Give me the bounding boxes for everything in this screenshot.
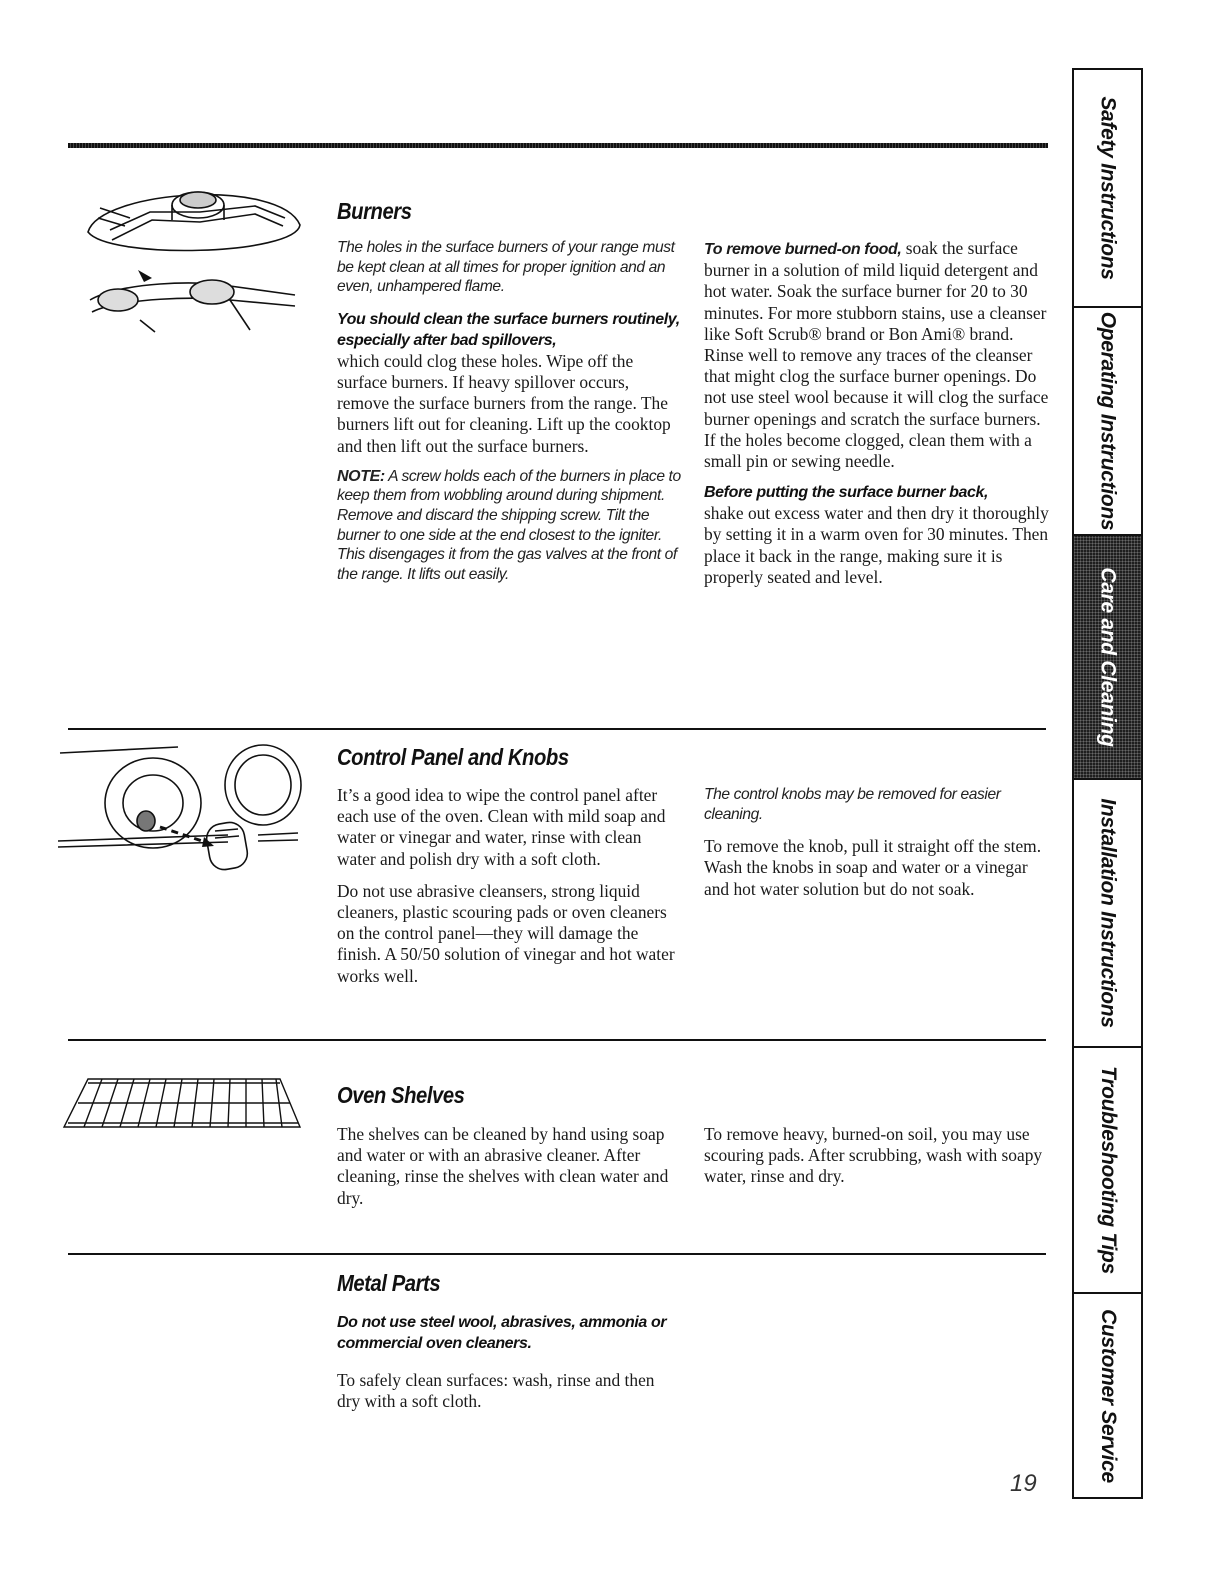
metal-p1: To safely clean surfaces: wash, rinse and then dry with a soft cloth.: [337, 1370, 655, 1412]
tab-label: Safety Instructions: [1096, 96, 1120, 280]
tab-label: Operating Instructions: [1096, 311, 1120, 531]
section-divider: [68, 728, 1046, 730]
tab-label: Customer Service: [1096, 1308, 1120, 1483]
control-right-column: [704, 785, 1049, 900]
burners-back-heading: Before putting the surface burner back,: [704, 484, 989, 502]
control-p2: Do not use abrasive cleansers, strong liquid cleaners, plastic scouring pads or oven cleaners on the control panel—they will damage the finish. A 50/50 solution of vinegar and hot water works well.: [337, 880, 675, 986]
control-p1: It’s a good idea to wipe the control panel after each use of the oven. Clean with mild soap and water or vinegar and water, rinse with clean water and polish dry with a soft cloth.: [337, 785, 666, 869]
burner-illustration: [80, 170, 305, 345]
section-divider: [68, 1253, 1046, 1255]
section-tabs: [1072, 68, 1143, 1499]
shelves-p1: The shelves can be cleaned by hand using soap and water or with an abrasive cleaner. After cleaning, rinse the shelves with clean water and dry.: [337, 1124, 669, 1208]
burners-intro: The holes in the surface burners of your range must be kept clean at all times for proper ignition and an even, unhampered flame.: [337, 239, 675, 296]
tab-installation-instructions[interactable]: [1074, 780, 1141, 1048]
tab-label: Care and Cleaning: [1096, 567, 1120, 747]
top-decorative-rule: [68, 143, 1048, 148]
remove-lead: To remove burned-on food,: [704, 241, 902, 258]
tab-label: Troubleshooting Tips: [1096, 1066, 1120, 1274]
tab-safety-instructions[interactable]: [1074, 70, 1141, 308]
control-knob-illustration: [58, 743, 308, 883]
burners-title: Burners: [337, 198, 412, 224]
burners-clean-heading: You should clean the surface burners routinely, especially after bad spillovers,: [337, 310, 680, 349]
remove-body: soak the surface burner in a solution of mild liquid detergent and hot water. Soak the surface burner for 20 to 30 minutes. For more stubborn stains, use a cleanser like Soft Scrub® brand or Bon Ami® brand. Rinse well to remove any traces of the cleanser that might clog the surface burner openings. Do not use steel wool because it will clog the surface burner openings and scratch the surface burners. If the holes become clogged, clean them with a small pin or sewing needle.: [704, 238, 1049, 472]
tab-troubleshooting-tips[interactable]: [1074, 1048, 1141, 1294]
metal-warning: Do not use steel wool, abrasives, ammonia or commercial oven cleaners.: [337, 1314, 667, 1352]
tab-care-and-cleaning[interactable]: [1074, 536, 1141, 780]
burners-right-column: [704, 238, 1049, 588]
tab-operating-instructions[interactable]: [1074, 308, 1141, 536]
shelves-p2: To remove heavy, burned-on soil, you may use scouring pads. After scrubbing, wash with soapy water, rinse and dry.: [704, 1124, 1043, 1187]
burners-clean-body: which could clog these holes. Wipe off the surface burners. If heavy spillover occurs, remove the surface burners from the range. The burners lift out for cleaning. Lift up the cooktop and then lift out the surface burners.: [337, 350, 671, 456]
control-left-column: [337, 785, 682, 998]
burners-back-body: shake out excess water and then dry it thoroughly by setting it in a warm oven for 30 minutes. Then place it back in the range, making sure it is properly seated and level.: [704, 503, 1049, 587]
tab-label: Installation Instructions: [1096, 798, 1120, 1028]
tab-customer-service[interactable]: [1074, 1294, 1141, 1497]
burners-left-column: [337, 238, 682, 584]
section-divider: [68, 1039, 1046, 1041]
control-title: Control Panel and Knobs: [337, 744, 569, 770]
control-note: The control knobs may be removed for easier cleaning.: [704, 786, 1001, 823]
metal-title: Metal Parts: [337, 1270, 441, 1296]
page-number: 19: [1010, 1470, 1037, 1497]
control-p3: To remove the knob, pull it straight off the stem. Wash the knobs in soap and water or a vinegar and hot water solution but do not soak.: [704, 836, 1042, 899]
note-body: A screw holds each of the burners in place to keep them from wobbling around during shipment. Remove and discard the shipping screw. Tilt the burner to one side at the end closest to the igniter. This disengages it from the gas valves at the front of the range. It lifts out easily.: [337, 467, 681, 583]
oven-shelf-illustration: [58, 1073, 304, 1133]
note-label: NOTE:: [337, 467, 385, 485]
shelves-title: Oven Shelves: [337, 1082, 465, 1108]
burners-note: [337, 467, 682, 585]
burners-remove-paragraph: [704, 238, 1049, 472]
